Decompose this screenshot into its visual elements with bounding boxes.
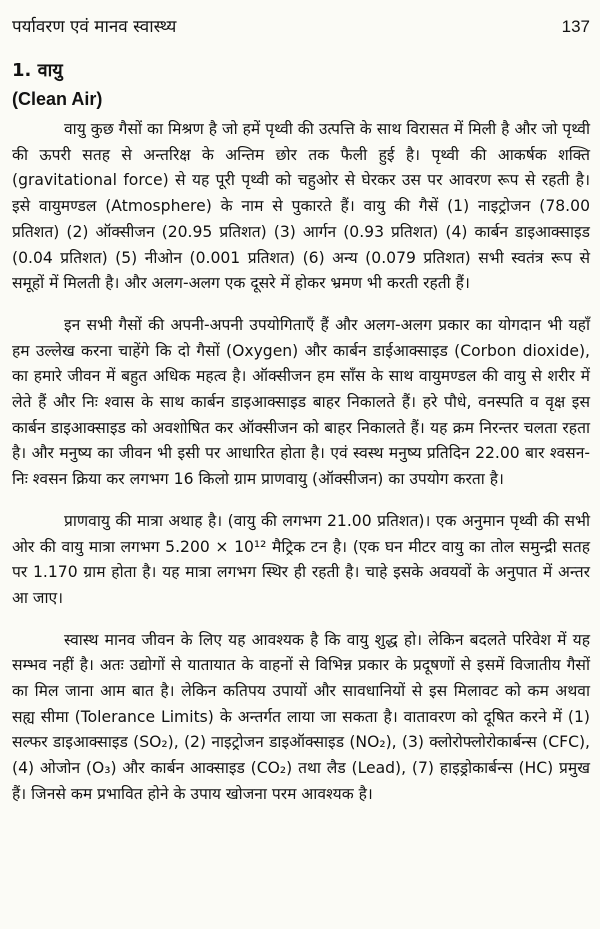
paragraph: स्वास्थ मानव जीवन के लिए यह आवश्यक है कि वायु शुद्ध हो। लेकिन बदलते परिवेश में यह सम्भव नहीं है। अतः उद्योगों से यातायात के वाहनों से विभिन्न प्रकार के प्रदूषणों से इसमें विजातीय गैसों का मिल जाना आम बात है। लेकिन कतिपय उपायों और सावधानियों से इस मिलावट को कम अथवा सह्य सीमा (Tolerance Limits) के अन्तर्गत लाया जा सकता है। वातावरण को दूषित करने में (1) सल्फर डाइआक्साइड (SO₂), (2) नाइट्रोजन डाइऑक्साइड (NO₂), (3) क्लोरोफ्लोरोकार्बन्स (CFC), (4) ओजोन (O₃) और कार्बन आक्साइड (CO₂) तथा लैड (Lead), (7) हाइड्रोकार्बन्स (HC) प्रमुख हैं। जिनसे कम प्रभावित होने के उपाय खोजना परम आवश्यक है। xyxy=(12,630,590,803)
page-number: 137 xyxy=(561,17,590,36)
running-header xyxy=(12,14,590,40)
running-title: पर्यावरण एवं मानव स्वास्थ्य xyxy=(12,17,177,37)
paragraph: इन सभी गैसों की अपनी-अपनी उपयोगिताएँ हैं और अलग-अलग प्रकार का योगदान भी यहाँ हम उल्लेख करना चाहेंगे कि दो गैसों (Oxygen) और कार्बन डाईआक्साइड (Corbon dioxide), का हमारे जीवन में बहुत अधिक महत्व है। ऑक्सीजन हम साँस के साथ वायुमण्डल की वायु से शरीर में लेते हैं और निः श्वास के साथ कार्बन डाइआक्साइड बाहर निकालते हैं। हरे पौधे, वनस्पति व वृक्ष इस कार्बन डाइआक्साइड को अवशोषित कर ऑक्सीजन को बाहर निकालते हैं। यह क्रम निरन्तर चलता रहता है। और मनुष्य का जीवन भी इसी पर आधारित होता है। एवं स्वस्थ मनुष्य प्रतिदिन 22.00 बार श्वसन-निः श्वसन क्रिया कर लगभग 16 किलो ग्राम प्राणवायु (ऑक्सीजन) का उपयोग करता है। xyxy=(12,315,590,489)
paragraph: वायु कुछ गैसों का मिश्रण है जो हमें पृथ्वी की उत्पत्ति के साथ विरासत में मिली है और जो पृथ्वी की ऊपरी सतह से अन्तरिक्ष के अन्तिम छोर तक फैली हुई है। पृथ्वी की आकर्षक शक्ति (gravitational force) से यह पूरी पृथ्वी को चहुओर से घेरकर उस पर आवरण रूप से रहती है। इसे वायुमण्डल (Atmosphere) के नाम से पुकारते हैं। वायु की गैसें (1) नाइट्रोजन (78.00 प्रतिशत) (2) ऑक्सीजन (20.95 प्रतिशत) (3) आर्गन (0.93 प्रतिशत) (4) कार्बन डाइआक्साइड (0.04 प्रतिशत) (5) नीओन (0.001 प्रतिशत) (6) अन्य (0.079 प्रतिशत) सभी स्वतंत्र रूप से समूहों में मिलती है। और अलग-अलग एक दूसरे में होकर भ्रमण भी करती रहती हैं। xyxy=(12,120,590,293)
section-title: 1. वायु xyxy=(12,60,63,81)
body-text xyxy=(12,117,590,808)
paragraph: प्राणवायु की मात्रा अथाह है। (वायु की लगभग 21.00 प्रतिशत)। एक अनुमान पृथ्वी की सभी ओर की वायु मात्रा लगभग 5.200 × 10¹² मैट्रिक टन है। (एक घन मीटर वायु का तोल समुन्द्री सतह पर 1.170 ग्राम होता है। यह मात्रा लगभग स्थिर ही रहती है। चाहे इसके अवयवों के अनुपात में अन्तर आ जाए। xyxy=(12,511,590,607)
section-subtitle: (Clean Air) xyxy=(12,89,103,109)
section-heading xyxy=(12,58,590,83)
